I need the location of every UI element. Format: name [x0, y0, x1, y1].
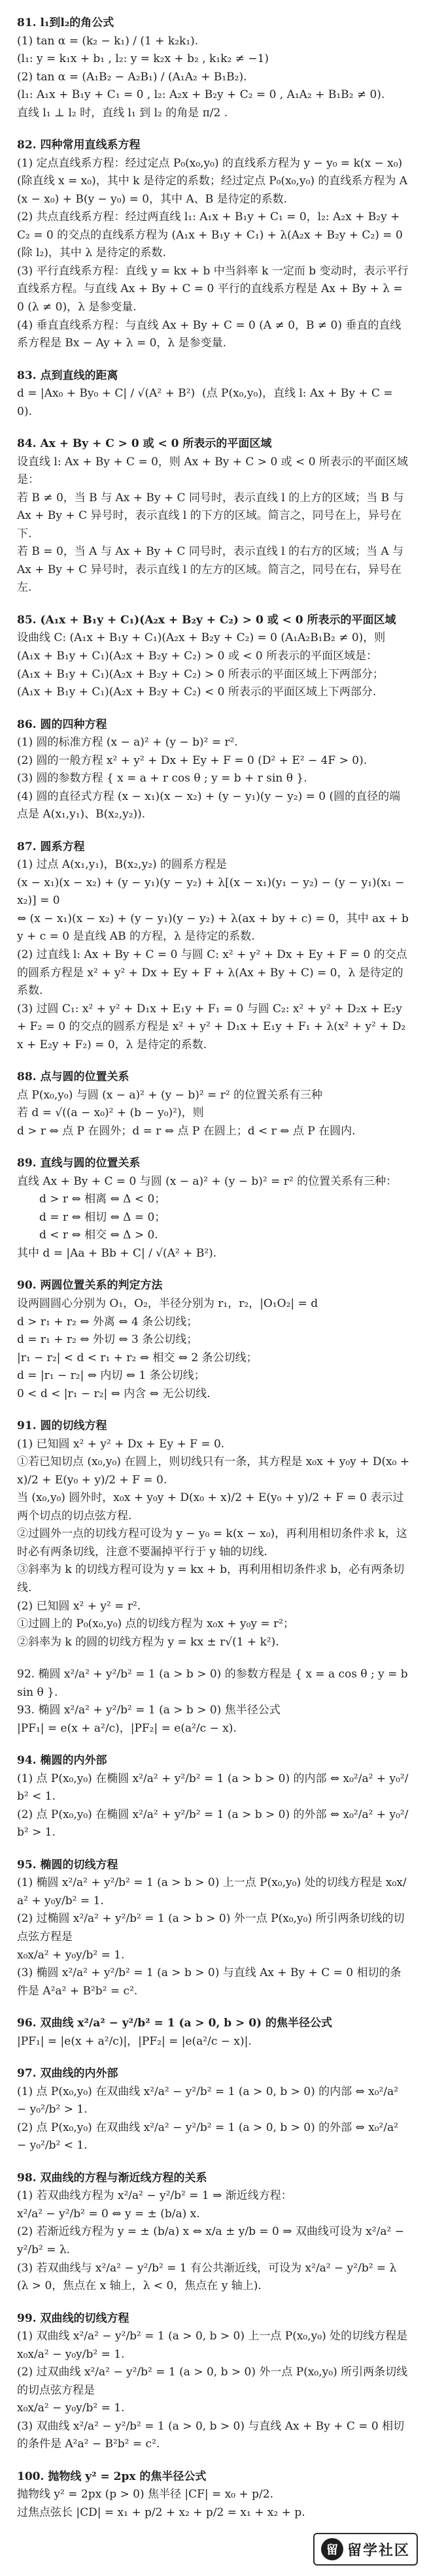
formula-line: (1) 点 P(x₀,y₀) 在椭圆 x²/a² + y²/b² = 1 (a > b > 0) 的内部 ⇔ x₀²/a² + y₀²/b² < 1. [17, 1772, 409, 1804]
formula-line: (3) 平行直线系方程：直线 y = kx + b 中当斜率 k 一定而 b 变动时，表示平行直线系方程。与直线 Ax + By + C = 0 平行的直线系方程是 Ax + By + λ = 0 (λ ≠ 0)，λ 是参变量. [17, 264, 409, 314]
formula-line: (1) 双曲线 x²/a² − y²/b² = 1 (a > 0, b > 0) 上一点 P(x₀,y₀) 处的切线方程是 x₀x/a² − y₀y/b² = 1. [17, 2330, 411, 2361]
formula-line: (A₁x + B₁y + C₁)(A₂x + B₂y + C₂) > 0 所表示的平面区域上下两部分； [17, 667, 384, 681]
formula-line: d > r ⇔ 相离 ⇔ Δ < 0； [39, 1193, 166, 1206]
section-heading: 82. 四种常用直线系方程 [17, 139, 141, 152]
formula-line: (A₁x + B₁y + C₁)(A₂x + B₂y + C₂) > 0 或 < 0 所表示的平面区域是： [17, 650, 378, 663]
formula-line: 抛物线 y² = 2px (p > 0) 焦半径 |CF| = x₀ + p/2. [17, 2488, 273, 2502]
formula-line: (3) 若双曲线与 x²/a² − y²/b² = 1 有公共渐近线，可设为 x²/a² − y²/b² = λ (λ > 0，焦点在 x 轴上，λ < 0，焦点在 y 轴上). [17, 2261, 400, 2293]
formula-line: (2) 过直线 l: Ax + By + C = 0 与圆 C: x² + y² + Dx + Ey + F = 0 的交点的圆系方程是 x² + y² + Dx + Ey + F + λ(Ax + By + C) = 0，λ 是待定的系数. [17, 948, 407, 998]
formula-line: (2) 过椭圆 x²/a² + y²/b² = 1 (a > b > 0) 外一点 P(x₀,y₀) 所引两条切线的切点弦方程是 [17, 1912, 405, 1943]
formula-line: ②过圆外一点的切线方程可设为 y − y₀ = k(x − x₀)，再利用相切条件求 k，这时必有两条切线，注意不要漏掉平行于 y 轴的切线. [17, 1527, 407, 1559]
section-heading: 98. 双曲线的方程与渐近线方程的关系 [17, 2171, 207, 2185]
formula-line: 若 B = 0，当 A 与 Ax + By + C 同号时，表示直线 l 的右方的区域；当 A 与 Ax + By + C 异号时，表示直线 l 的左方的区域。简言之，同号在右，异号在左. [17, 545, 407, 595]
formula-line: (1) 过点 A(x₁,y₁)，B(x₂,y₂) 的圆系方程是 [17, 858, 228, 872]
formula-line: ①若已知切点 (x₀,y₀) 在圆上，则切线只有一条，其方程是 x₀x + y₀y + D(x₀ + x)/2 + E(y₀ + y)/2 + F = 0. [17, 1455, 413, 1487]
formula-line: 直线 l₁ ⊥ l₂ 时，直线 l₁ 到 l₂ 的角是 π/2 . [17, 106, 228, 120]
formula-line: (4) 垂直直线系方程：与直线 Ax + By + C = 0 (A ≠ 0，B ≠ 0) 垂直的直线系方程是 Bx − Ay + λ = 0，λ 是参变量. [17, 318, 401, 350]
formula-line: 其中 d = |Aa + Bb + C| / √(A² + B²). [17, 1246, 217, 1260]
formula-line: 若 d = √((a − x₀)² + (b − y₀)²)，则 [17, 1106, 204, 1120]
formula-section [17, 1277, 410, 1403]
formula-line: ③斜率为 k 的切线方程可设为 y = kx + b，再利用相切条件求 b，必有两条切线. [17, 1563, 405, 1594]
formula-line: d > r₁ + r₂ ⇔ 外离 ⇔ 4 条公切线； [17, 1315, 198, 1329]
formula-line: ②斜率为 k 的圆的切线方程为 y = kx ± r√(1 + k²). [17, 1635, 279, 1649]
formula-line: (2) tan α = (A₁B₂ − A₂B₁) / (A₁A₂ + B₁B₂). [17, 70, 247, 84]
section-heading: 96. 双曲线 x²/a² − y²/b² = 1 (a > 0, b > 0) 的焦半径公式 [17, 2017, 333, 2030]
formula-line: ①过圆上的 P₀(x₀,y₀) 点的切线方程为 x₀x + y₀y = r²； [17, 1617, 295, 1631]
formula-line: (3) 圆的参数方程 { x = a + r cos θ ; y = b + r sin θ }. [17, 772, 307, 785]
formula-line: |r₁ − r₂| < d < r₁ + r₂ ⇔ 相交 ⇔ 2 条公切线； [17, 1351, 258, 1364]
formula-line: 过焦点弦长 |CD| = x₁ + p/2 + x₂ + p/2 = x₁ + x₂ + p. [17, 2505, 305, 2519]
formula-section [17, 1752, 410, 1842]
formula-line: (1) 定点直线系方程：经过定点 P₀(x₀,y₀) 的直线系方程为 y − y₀ = k(x − x₀) (除直线 x = x₀)，其中 k 是待定的系数；经过定点 P₀(x₀,y₀) 的直线系方程为 A(x − x₀) + B(y − y₀) = 0，其中 A、B 是待定的系数. [17, 156, 408, 206]
formula-line: x₀x/a² − y₀y/b² = 1. [17, 2402, 125, 2415]
section-heading: 85. (A₁x + B₁y + C₁)(A₂x + B₂y + C₂) > 0 或 < 0 所表示的平面区域 [17, 613, 396, 627]
formula-line: (x − x₁)(x − x₂) + (y − y₁)(y − y₂) + λ[(x − x₁)(y₁ − y₂) − (y − y₁)(x₁ − x₂)] = 0 [17, 876, 408, 908]
formula-line: 92. 椭圆 x²/a² + y²/b² = 1 (a > b > 0) 的参数方程是 { x = a cos θ ; y = b sin θ }. [17, 1668, 412, 1699]
formula-section [17, 2170, 410, 2296]
formula-line: 点 P(x₀,y₀) 与圆 (x − a)² + (y − b)² = r² 的位置关系有三种 [17, 1088, 323, 1102]
formula-line: (1) 若双曲线方程为 x²/a² − y²/b² = 1 ⇒ 渐近线方程： [17, 2189, 292, 2203]
section-heading: 99. 双曲线的切线方程 [17, 2311, 129, 2325]
formula-line: 0 < d < |r₁ − r₂| ⇔ 内含 ⇔ 无公切线. [17, 1387, 211, 1400]
section-heading: 94. 椭圆的内外部 [17, 1754, 107, 1768]
formula-section [17, 2310, 410, 2454]
formula-line: (4) 圆的直径式方程 (x − x₁)(x − x₂) + (y − y₁)(y − y₂) = 0 (圆的直径的端点是 A(x₁,y₁)、B(x₂,y₂)). [17, 789, 401, 821]
formula-line: |PF₁| = |e(x + a²/c)|，|PF₂| = |e(a²/c − x)|. [17, 2034, 252, 2048]
formula-line: (3) 过圆 C₁: x² + y² + D₁x + E₁y + F₁ = 0 与圆 C₂: x² + y² + D₂x + E₂y + F₂ = 0 的交点的圆系方程是 x² + y² + D₁x + E₁y + F₁ + λ(x² + y² + D₂x + E₂y + F₂) = 0，λ 是待定的系数. [17, 1002, 406, 1051]
formula-line: (3) 椭圆 x²/a² + y²/b² = 1 (a > b > 0) 与直线 Ax + By + C = 0 相切的条件是 A²a² + B²b² = c². [17, 1966, 401, 1998]
formula-section [17, 2015, 410, 2051]
formula-line: |PF₁| = e(x + a²/c)，|PF₂| = e(a²/c − x). [17, 1721, 237, 1735]
formula-section [17, 1666, 410, 1738]
formula-line: d = r ⇔ 相切 ⇔ Δ = 0； [39, 1210, 166, 1224]
brand-name: 留学社区 [347, 2542, 410, 2559]
formula-section [17, 1068, 410, 1140]
formula-line: (1) 已知圆 x² + y² + Dx + Ey + F = 0. [17, 1437, 225, 1451]
formula-line: 若 B ≠ 0，当 B 与 Ax + By + C 同号时，表示直线 l 的上方的区域；当 B 与 Ax + By + C 异号时，表示直线 l 的下方的区域。简言之，同号在上，异号在下. [17, 491, 407, 540]
section-heading: 83. 点到直线的距离 [17, 369, 118, 382]
formula-line: (2) 点 P(x₀,y₀) 在椭圆 x²/a² + y²/b² = 1 (a > b > 0) 的外部 ⇔ x₀²/a² + y₀²/b² > 1. [17, 1808, 409, 1840]
formula-line: (1) 椭圆 x²/a² + y²/b² = 1 (a > b > 0) 上一点 P(x₀,y₀) 处的切线方程是 x₀x/a² + y₀y/b² = 1. [17, 1876, 407, 1907]
formula-line: ⇔ (x − x₁)(x − x₂) + (y − y₁)(y − y₂) + λ(ax + by + c) = 0，其中 ax + by + c = 0 是直线 AB 的方程，λ 是待定的系数. [17, 912, 409, 944]
formula-line: d = |r₁ − r₂| ⇔ 内切 ⇔ 1 条公切线； [17, 1369, 205, 1383]
section-heading: 97. 双曲线的内外部 [17, 2067, 118, 2081]
formula-line: (l₁: y = k₁x + b₁ , l₂: y = k₂x + b₂ , k₁k₂ ≠ −1) [17, 52, 269, 66]
formula-section [17, 435, 410, 597]
section-heading: 86. 圆的四种方程 [17, 718, 107, 731]
formula-line: (3) 双曲线 x²/a² − y²/b² = 1 (a > 0, b > 0) 与直线 Ax + By + C = 0 相切的条件是 A²a² − B²b² = c². [17, 2419, 405, 2451]
formula-section [17, 1417, 413, 1651]
formula-line: d < r ⇔ 相交 ⇔ Δ > 0. [39, 1229, 158, 1242]
formula-line: (A₁x + B₁y + C₁)(A₂x + B₂y + C₂) < 0 所表示的平面区域上下两部分. [17, 685, 377, 699]
formula-section [17, 1857, 410, 2000]
section-heading: 81. l₁到l₂的角公式 [17, 16, 114, 29]
formula-line: d = r₁ + r₂ ⇔ 外切 ⇔ 3 条公切线； [17, 1333, 198, 1347]
section-heading: 84. Ax + By + C > 0 或 < 0 所表示的平面区域 [17, 437, 272, 451]
section-heading: 89. 直线与圆的位置关系 [17, 1157, 141, 1170]
formula-line: 设两圆圆心分别为 O₁，O₂，半径分别为 r₁，r₂，|O₁O₂| = d [17, 1297, 318, 1310]
formula-section [17, 14, 410, 122]
formula-section [17, 716, 410, 824]
formula-section [17, 2065, 410, 2155]
formula-line: (1) 点 P(x₀,y₀) 在双曲线 x²/a² − y²/b² = 1 (a > 0, b > 0) 的内部 ⇔ x₀²/a² − y₀²/b² > 1. [17, 2085, 402, 2117]
section-heading: 87. 圆系方程 [17, 840, 85, 853]
formula-section [17, 137, 410, 352]
formula-line: (2) 共点直线系方程：经过两直线 l₁: A₁x + B₁y + C₁ = 0，l₂: A₂x + B₂y + C₂ = 0 的交点的直线系方程为 (A₁x + B₁y + C₁) + λ(A₂x + B₂y + C₂) = 0 (除 l₂)，其中 λ 是待定的系数. [17, 210, 407, 260]
section-heading: 88. 点与圆的位置关系 [17, 1070, 129, 1084]
formula-line: (2) 过双曲线 x²/a² − y²/b² = 1 (a > 0, b > 0) 外一点 P(x₀,y₀) 所引两条切线的切点弦方程是 [17, 2366, 408, 2397]
formula-line: x²/a² − y²/b² = 0 ⇔ y = ± (b/a) x. [17, 2207, 200, 2221]
section-heading: 90. 两圆位置关系的判定方法 [17, 1279, 163, 1293]
formula-line: 设曲线 C: (A₁x + B₁y + C₁)(A₂x + B₂y + C₂) = 0 (A₁A₂B₁B₂ ≠ 0)，则 [17, 631, 386, 645]
formula-line: (2) 若渐近线方程为 y = ± (b/a) x ⇔ x/a ± y/b = 0 ⇒ 双曲线可设为 x²/a² − y²/b² = λ. [17, 2225, 408, 2256]
formula-section [17, 838, 410, 1054]
formula-line: d > r ⇔ 点 P 在圆外；d = r ⇔ 点 P 在圆上；d < r ⇔ 点 P 在圆内. [17, 1124, 356, 1138]
formula-line: 设直线 l: Ax + By + C = 0，则 Ax + By + C > 0 或 < 0 所表示的平面区域是： [17, 455, 408, 487]
formula-line: (1) 圆的标准方程 (x − a)² + (y − b)² = r². [17, 736, 238, 750]
section-heading: 91. 圆的切线方程 [17, 1419, 107, 1433]
brand-logo-icon: 留 [321, 2538, 343, 2560]
formula-section [17, 367, 410, 421]
formula-section [17, 2468, 410, 2522]
formula-line: 直线 Ax + By + C = 0 与圆 (x − a)² + (y − b)² = r² 的位置关系有三种： [17, 1174, 398, 1188]
section-heading: 100. 抛物线 y² = 2px 的焦半径公式 [17, 2469, 207, 2483]
formula-line: d = |Ax₀ + By₀ + C| / √(A² + B²) (点 P(x₀,y₀)，直线 l: Ax + By + C = 0). [17, 387, 397, 418]
formula-line: (l₁: A₁x + B₁y + C₁ = 0 , l₂: A₂x + B₂y + C₂ = 0 , A₁A₂ + B₁B₂ ≠ 0). [17, 88, 385, 102]
formula-line: (2) 已知圆 x² + y² = r². [17, 1599, 141, 1613]
formula-section [17, 612, 410, 702]
formula-line: 当 (x₀,y₀) 圆外时，x₀x + y₀y + D(x₀ + x)/2 + E(y₀ + y)/2 + F = 0 表示过两个切点的切点弦方程. [17, 1491, 404, 1523]
formula-line: (2) 点 P(x₀,y₀) 在双曲线 x²/a² − y²/b² = 1 (a > 0, b > 0) 的外部 ⇔ x₀²/a² − y₀²/b² < 1. [17, 2121, 402, 2153]
section-heading: 95. 椭圆的切线方程 [17, 1858, 118, 1872]
formula-line: 93. 椭圆 x²/a² + y²/b² = 1 (a > b > 0) 焦半径公式 [17, 1704, 281, 1717]
formula-line: (1) tan α = (k₂ − k₁) / (1 + k₂k₁). [17, 34, 199, 48]
formula-line: (2) 圆的一般方程 x² + y² + Dx + Ey + F = 0 (D² + E² − 4F > 0). [17, 753, 367, 767]
formula-line: x₀x/a² + y₀y/b² = 1. [17, 1948, 125, 1962]
watermark-badge [313, 2533, 418, 2566]
formula-section [17, 1155, 410, 1263]
